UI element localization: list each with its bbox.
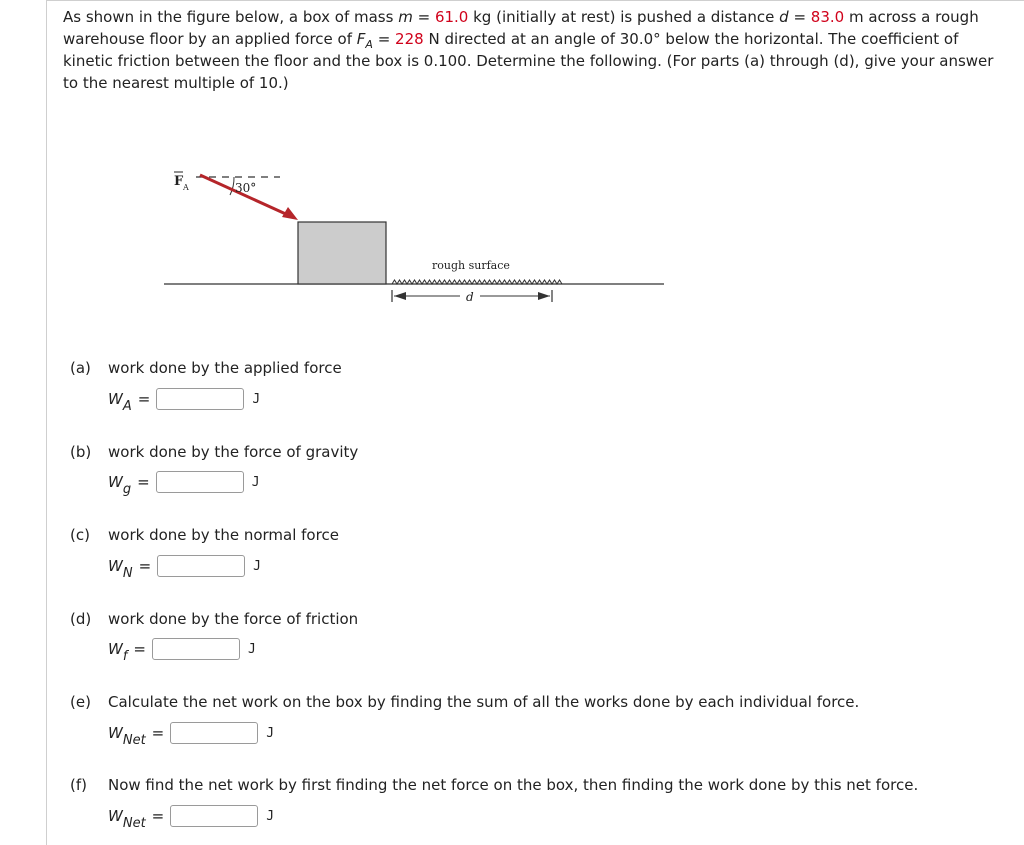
answer-row-c (108, 555, 261, 581)
work-friction-input[interactable] (152, 638, 240, 660)
distance-arrow-left (394, 292, 406, 300)
net-work-sum-input[interactable] (170, 722, 258, 744)
problem-statement (63, 6, 1013, 94)
force-arrow-head (282, 207, 298, 220)
part-d (70, 610, 358, 628)
unit-label: J (266, 725, 275, 741)
part-letter: (a) (70, 359, 91, 377)
angle-label: 30° (235, 181, 257, 195)
part-b (70, 443, 358, 461)
rough-surface-label: rough surface (432, 259, 510, 272)
content-frame (46, 0, 1024, 845)
mass-value: 61.0 (434, 8, 469, 26)
problem-text-2: kg (initially at rest) is pushed a distance (468, 8, 780, 26)
unit-label: J (248, 641, 256, 657)
distance-label: d (466, 290, 474, 304)
force-label-subscript: A (183, 183, 189, 192)
unit-label: J (253, 558, 261, 574)
answer-row-b (108, 471, 260, 497)
equals-sign: = (151, 724, 165, 742)
answer-row-a (108, 388, 261, 414)
mass-symbol: m (398, 8, 413, 26)
part-e (70, 693, 859, 711)
part-question: work done by the force of friction (108, 610, 359, 628)
answer-variable: WNet (108, 724, 146, 748)
part-letter: (b) (70, 443, 92, 461)
unit-label: J (251, 474, 260, 490)
part-a (70, 359, 342, 377)
part-question: work done by the force of gravity (108, 443, 359, 461)
unit-label: J (266, 808, 275, 824)
angle-arc (230, 177, 234, 195)
distance-value: 83.0 (810, 8, 845, 26)
equals-sign: = (137, 473, 150, 491)
part-letter: (f) (70, 776, 87, 794)
work-applied-input[interactable] (156, 388, 244, 410)
part-c (70, 526, 339, 544)
work-normal-input[interactable] (157, 555, 245, 577)
unit-label: J (252, 391, 261, 407)
force-label: F (174, 174, 184, 189)
equals-sign: = (133, 640, 146, 658)
answer-variable: WA (108, 390, 132, 414)
problem-text-1: As shown in the figure below, a box of mass (63, 8, 399, 26)
distance-arrow-right (538, 292, 550, 300)
answer-variable: WN (108, 557, 133, 581)
equals-2: = (788, 8, 811, 26)
answer-row-d (108, 638, 256, 664)
equals-sign: = (137, 390, 151, 408)
answer-row-e (108, 722, 275, 748)
problem-text-3: m across a rough warehouse floor by an applied force of (63, 8, 979, 48)
distance-symbol: d (779, 8, 789, 26)
force-value: 228 (395, 30, 424, 48)
net-work-force-input[interactable] (170, 805, 258, 827)
equals-3: = (372, 30, 396, 48)
answer-row-f (108, 805, 275, 831)
part-question: work done by the applied force (108, 359, 342, 377)
rough-surface-zigzag (392, 280, 562, 284)
problem-text-4: N directed at an angle of 30.0° below the horizontal. The coefficient of kinetic friction between the floor and the box is 0.100. Determine the following. (For parts (a) through (d), give your answer to the nearest multiple of 10.) (63, 30, 994, 92)
part-f (70, 776, 918, 794)
answer-variable: WNet (108, 807, 146, 831)
answer-variable: Wf (108, 640, 128, 664)
equals-sign: = (138, 557, 152, 575)
box (298, 222, 386, 284)
work-gravity-input[interactable] (156, 471, 244, 493)
force-subscript: A (365, 38, 373, 51)
force-symbol: F (356, 30, 366, 48)
answer-variable: Wg (108, 473, 132, 497)
part-letter: (c) (70, 526, 90, 544)
part-letter: (d) (70, 610, 92, 628)
part-question: work done by the normal force (108, 526, 339, 544)
part-letter: (e) (70, 693, 91, 711)
equals-1: = (412, 8, 435, 26)
part-question: Now find the net work by first finding the net force on the box, then finding the work done by this net force. (108, 776, 919, 794)
part-question: Calculate the net work on the box by finding the sum of all the works done by each individual force. (108, 693, 860, 711)
equals-sign: = (151, 807, 165, 825)
force-diagram (160, 165, 670, 315)
